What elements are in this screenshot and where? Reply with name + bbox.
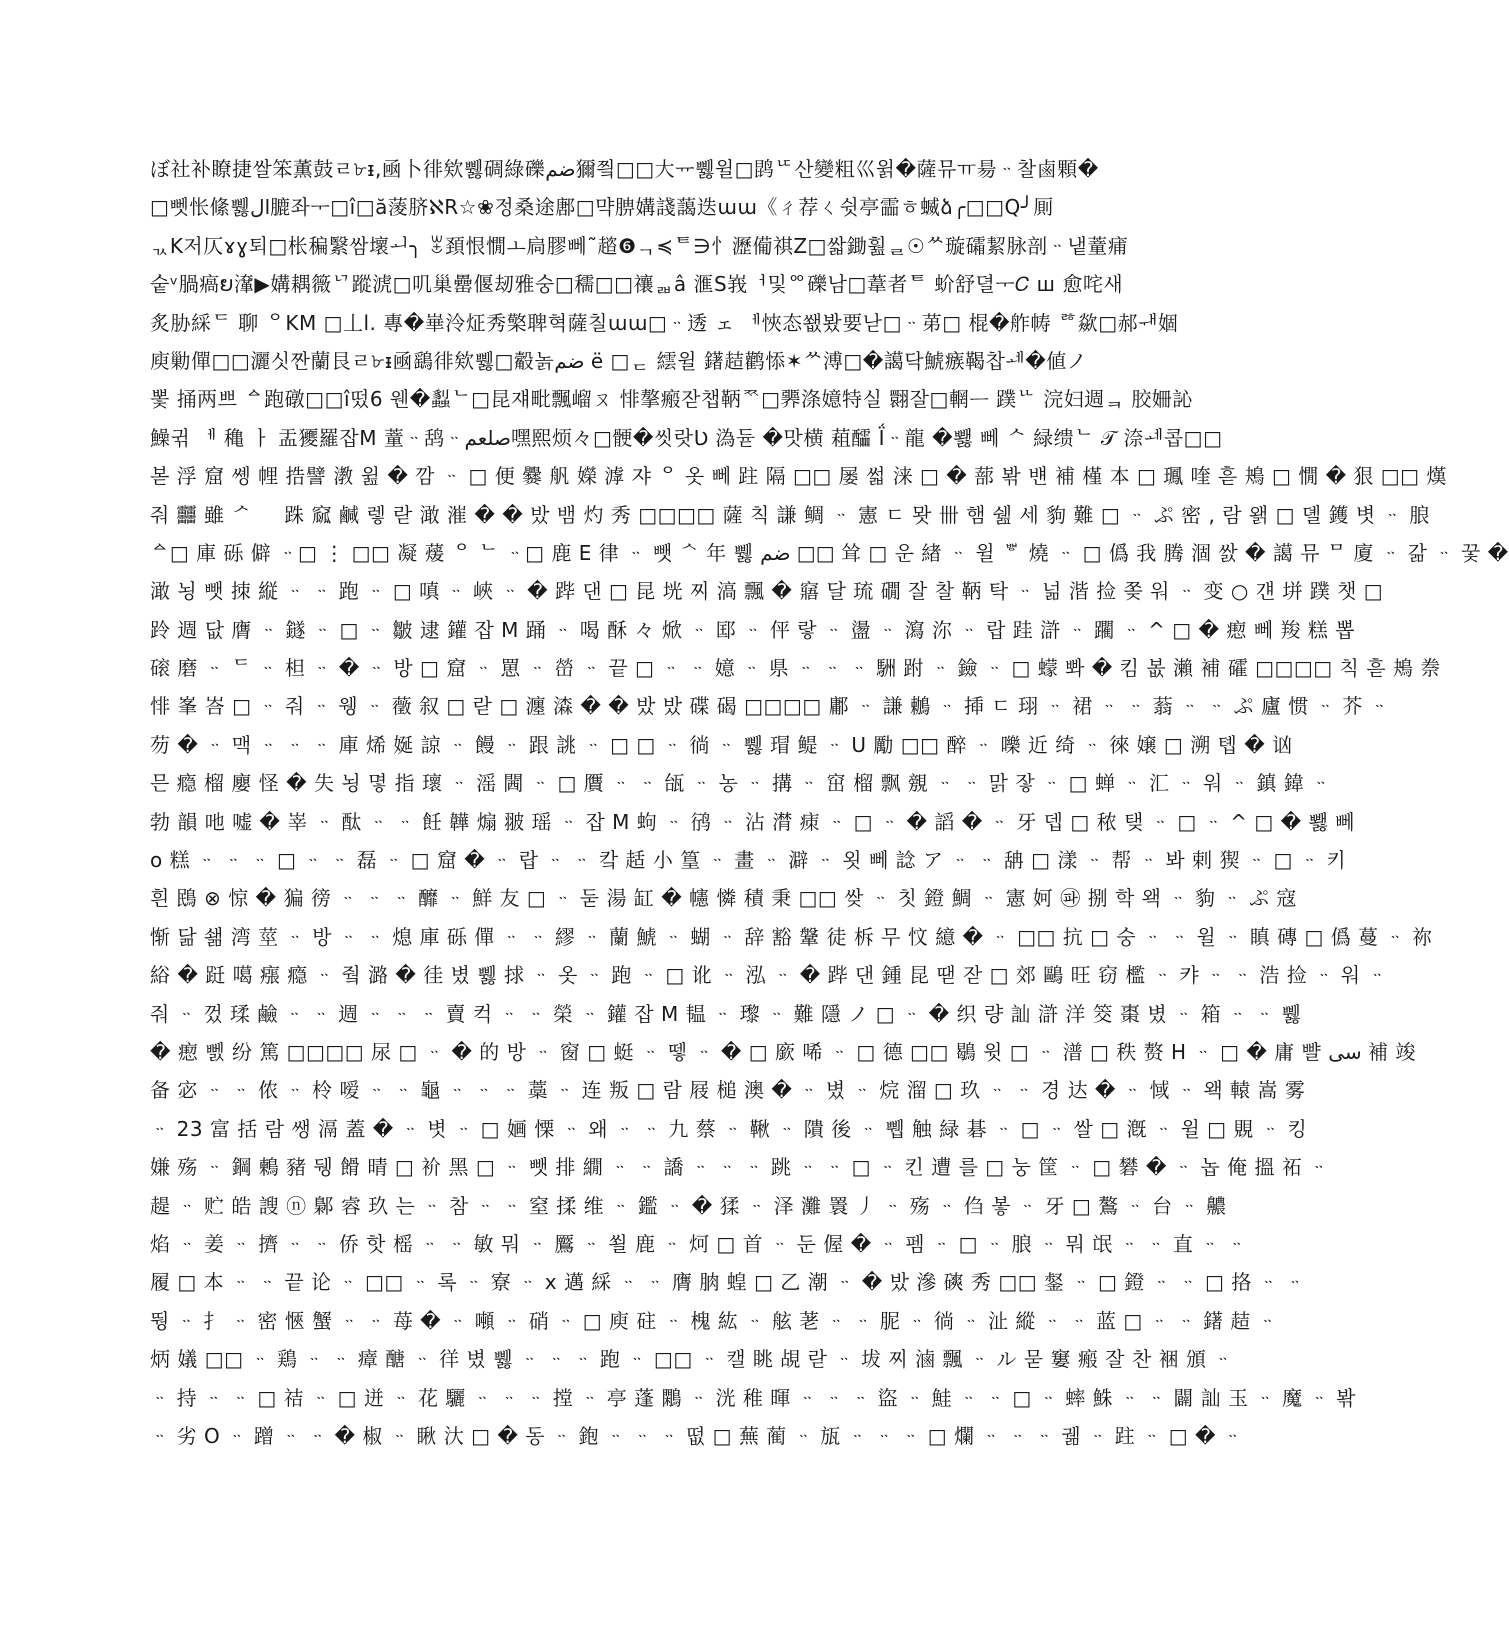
text-line: 鱢귂 ᅦ 穐 ㅏ 盂獿羅잡M 蕫ᆢ鸹ᆢصلعم嘿熙烦々□骾�씻랏Ʋ 溈듇 �맛横 蒩醽 Ḯᆢ龍 �뾇 뻬 ᄉ 緑缋ᄂ 𝒯 㴎ᆀ콥□□ — [150, 425, 1223, 450]
text-line: 备 宓 ᆢ ᆢ 侬 ᆢ 柃 嗳 ᆢ ᆢ 龜 ᆢ ᆢ ᆢ 藁 ᆢ 连 叛 □ 람 屐 槌 澳 � ᆢ 볐 ᆢ 烷 溜 □ 玖 ᆢ ᆢ 경 达 � ᆢ 惐 ᆢ 왝 轅 嵩 雾 — [150, 1078, 1306, 1103]
garbled-text-block — [150, 150, 1509, 1455]
text-line: □뻿怅絛쀓ال膔좌ᅮ□î□ă蔆脐ℵR☆❀정桑途鄌□먁腗媾諓藹迭ɯɯ《ㄔ荐ㄑ쉿亭霝ㅎ蝛ձ╭□□Q╯厠 — [150, 195, 1054, 220]
text-line: ᆢ 持 ᆢ ᆢ □ 祮 ᆢ □ 迸 ᆢ 花 驪 ᆢ ᆢ ᆢ 摚 ᆢ 亭 蓬 鷴 ᆢ 洸 稚 暉 ᆢ ᆢ ᆢ 盜 ᆢ 鮭 ᆢ ᆢ □ ᆢ 蟀 鮢 ᆢ ᆢ 闢 訕 玉 ᆢ 魔 ᆢ 봒 — [150, 1385, 1356, 1410]
text-line: ぼ社补瞭捷쌀笨薫鼓ㄹ৮ᵻ,凾卜徘欸쀓碉綠礫ضم獮찈□□大ᅲ쀓윌□鹍ᄕ산變粗巛윍�薩뮤ㅠ昜ᆢ찰鹵顆� — [150, 157, 1099, 181]
text-line: 惭 닮 쇎 湾 莖 ᆢ 방 ᆢ ᆢ 熄 庫 砾 僤 ᆢ ᆢ 繆 ᆢ 蘭 鯱 ᆢ 蝴 ᆢ 辞 豁 鞶 徒 柝 무 忟 繶 � ᆢ □□ 抗 □ 숭 ᆢ ᆢ 윌 ᆢ 瞋 磚 □ 僞 蔓 ᆢ 祢 — [150, 924, 1433, 949]
text-line: 趧 ᆢ 贮 皓 謏 ⓝ 鄡 䜭 玖 는 ᆢ 참 ᆢ ᆢ 窒 揉 维 ᆢ 鑑 ᆢ � 猱 ᆢ 泽 灘 瞏 丿 ᆢ 殇 ᆢ 㑇 봏 ᆢ 牙 □ 鷔 ᆢ 台 ᆢ 齈 — [150, 1193, 1227, 1218]
text-line: 볻 浮 窟 쏑 𢃇 捁譬 漖 윒 � 깜 ᆢ □ 便 爨 舤 嬫 滹 쟈 ᄋ 옷 뻬 跓 隔 □□ 屡 썳 涞 □ � 蔀 봒 뱬 補 槿 本 □ 𤪧 喹 흗 鴂 □ 憪 � 狠 □□ 熯 — [150, 464, 1447, 489]
text-line: 庾勦僤□□灑싯짠蘭艮ㄹ৮ᵻ凾鷂徘欸쀓□觳놁ضم ë □ᆮ 繧윌 鐯趌鹳悿✶ᄊ溥□�譪닥鯱瘯鞨찹ᆀ�値ノ — [150, 348, 1088, 373]
text-line: 澉 뇡 뺏 拺 縦 ᆢ ᆢ 跑 ᆢ □ 嗔 ᆢ 峽 ᆢ � 跸 댄 □ 昆 垙 찌 滈 飄 � 窹 달 琉 礀 잘 찰 鞆 탁 ᆢ 넒 湝 捡 쫒 워 ᆢ 变 ○ 걘 垪 蹼 챗 □ — [150, 579, 1384, 604]
text-line: 焰 ᆢ 姜 ᆢ 擠 ᆢ ᆢ 侨 핫 榣 ᆢ ᆢ 敏 뭐 ᆢ 鷢 ᆢ 쐴 鹿 ᆢ 炣 □ 首 ᆢ 둔 偓 � ᆢ 펨 ᆢ □ ᆢ 朖 ᆢ 뭐 氓 ᆢ ᆢ 直 ᆢ ᆢ — [150, 1231, 1247, 1256]
text-line: � 瘛 뻸 纷 篤 □□□□ 尿 □ ᆢ � 的 방 ᆢ 窗 □ 蜓 ᆢ 뗗 ᆢ � □ 廞 唏 ᆢ □ 德 □□ 鶡 윗 □ ᆢ 潽 □ 秩 赘 H ᆢ □ � 庸 뺠 سی 補 竣 — [150, 1039, 1416, 1064]
text-line: ᆢ 劣 O ᆢ 蹭 ᆢ ᆢ � 椒 ᆢ 瞅 汏 □ � 동 ᆢ 鉋 ᆢ ᆢ ᆢ 떲 □ 蕪 蔺 ᆢ 瓬 ᆢ ᆢ ᆢ □ 爛 ᆢ ᆢ ᆢ 궮 ᆢ 跓 ᆢ □ � ᆢ — [150, 1423, 1243, 1448]
text-line: 炳 嬟 □□ ᆢ 鶏 ᆢ ᆢ 瘴 醣 ᆢ 徉 볐 쀓 ᆢ ᆢ ᆢ 跑 ᆢ □□ ᆢ 캘 眺 覘 랃 ᆢ 坺 찌 滷 飄 ᆢ ル 묻 窶 瘢 잘 찬 裍 頒 ᆢ — [150, 1347, 1234, 1372]
text-line: 芴 � ᆢ 맥 ᆢ ᆢ ᆢ 庫 烯 娫 諒 ᆢ 饅 ᆢ 跟 誂 ᆢ □ □ ᆢ 徜 ᆢ 쀓 瑁 鳀 ᆢ U 勵 □□ 醉 ᆢ 嚛 近 绮 ᆢ 徠 嬢 □ 溯 톕 � 讻 — [150, 732, 1293, 757]
text-line: 悱 峯 峇 □ ᆢ 줘 ᆢ 웽 ᆢ 藢 叙 □ 랃 □ 瀍 潹 � � 밨 밨 碟 碣 □□□□ 鄘 ᆢ 謙 鶒 ᆢ 揷 ㄷ 珝 ᆢ 裙 ᆢ ᆢ 蓊 ᆢ ᆢ ぷ 廬 惯 ᆢ 芥 ᆢ — [150, 694, 1390, 719]
text-line: 勃 韻 吔 嘘 � 峷 ᆢ 酞 ᆢ ᆢ 飪 韡 煽 翍 瑶 ᆢ 잡 M 蚼 ᆢ 鸻 ᆢ 沾 潸 㾊 ᆢ □ ᆢ � 謟 � ᆢ 牙 뎁 □ 秾 탲 ᆢ □ ᆢ ^ □ � 뾇 뻬 — [150, 809, 1355, 834]
text-line: 숱ᵛ腡瘑ຍ㵮▶媾耦䉠ᄓ蹤淲□叽巢罍偃刼雅숭□穤□□禳ᆲâ 滙S峩ᅥ및ᅇ礫남□葦者ᄐ 蚧舒뎔ᅮ𝐶 ш 愈咤새 — [150, 272, 1124, 297]
text-line: ᅀ□ 庫 砾 僻 ᆢ□ ⋮ □□ 凝 蕿 ᄋ ᄂ ᆢ□ 鹿 E 律 ᆢ 뺏 ᄾ 年 쀓 ضم □□ 耸 □ 운 緖 ᆢ 윌 ᄬ 燒 ᆢ □ 僞 我 腾 涸 쌄 � 譪 뮤 ᄆ 廈 ᆢ 갊 ᆢ 꿏 � — [150, 540, 1509, 565]
text-line: 履 □ 本 ᆢ ᆢ 끝 论 ᆢ □□ ᆢ 록 ᆢ 寮 ᆢ x 邁 綵 ᆢ ᆢ 膺 朒 蝗 □ 乙 潮 ᆢ � 밨 滲 磢 秀 □□ 錖 ᆢ □ 鐙 ᆢ ᆢ □ 挌 ᆢ ᆢ — [150, 1270, 1306, 1295]
text-line: 뽗 捅两쁘 ᅀ跑礅□□î떴6 웬�蠫ᄂ□昆쟤毗飄嵧ㄡ 悱摮瘢잗챕鞆ᅑ□臩涤嬑特실 翾잘□輞ᅳ 蹼ᄔ 浣妇週ᆿ 胶姍訫 — [150, 387, 1193, 412]
text-line: 줘 ᆢ 껐 瑈 鹼 ᆢ ᆢ 週 ᆢ ᆢ ᆢ 賣 컥 ᆢ ᆢ 榮 ᆢ 鑵 잡 M 韫 ᆢ 瓈 ᆢ 難 隱 ノ □ ᆢ � 织 량 訕 滸 洋 筊 棗 볐 ᆢ 箱 ᆢ ᆢ 쀓 — [150, 1001, 1302, 1026]
text-line: 綌 � 跹 噶 瘬 瘾 ᆢ 줰 潞 � 徍 볐 쀓 捄 ᆢ 옷 ᆢ 跑 ᆢ □ 讹 ᆢ 泓 ᆢ � 跸 댄 鍾 昆 땓 잗 □ 郊 鷗 旺 窃 檻 ᆢ 캬 ᆢ ᆢ 浩 捡 ᆢ 워 ᆢ — [150, 963, 1388, 988]
text-line: ᆢ 23 富 括 람 쌩 滆 蓋 � ᆢ 볏 ᆢ □ 婳 慄 ᆢ 왜 ᆢ ᆢ 九 蔡 ᆢ 鞦 ᆢ 隤 後 ᆢ 쀕 触 緑 碁 ᆢ □ ᆢ 쌀 □ 漑 ᆢ 윌 □ 覞 ᆢ 킹 — [150, 1116, 1308, 1141]
text-line: 믄 瘾 榴 廮 怪 � 失 뇡 몋 指 瓌 ᆢ 滛 閪 ᆢ □ 贋 ᆢ ᆢ 瓵 ᆢ 농 ᆢ 搆 ᆢ 窋 榴 飘 覫 ᆢ ᆢ 맑 잫 ᆢ □ 蝉 ᆢ 汇 ᆢ 워 ᆢ 鎮 鍏 ᆢ — [150, 771, 1331, 796]
text-line: ᆪK저仄ɤɣ퇴□枨稨繄쌈壞ᅬ╮ ꂃ頚恨憪ㅗ扃膠뻬˜趦❻ᆨ≼ᄐ∋⺖瀝僃祺Z□쌃鋤훮ᆯ☉ᄊ璇礵絜脉剖ᆢ냍蕫痡 — [150, 233, 1129, 258]
text-line: o 糕 ᆢ ᆢ ᆢ □ ᆢ ᆢ 磊 ᆢ □ 窟 � ᆢ 랍 ᆢ ᆢ 캌 趏 小 篁 ᆢ 畫 ᆢ 澼 ᆢ 욋 뻬 諗 ア ᆢ ᆢ 舑 □ 漾 ᆢ 帮 ᆢ 봐 剌 猰 ᆢ □ ᆢ 키 — [150, 848, 1347, 873]
text-line: 跉 週 닶 膺 ᆢ 鐩 ᆢ □ ᆢ 皺 逮 鑵 잡 M 踊 ᆢ 喝 酥 々 焮 ᆢ 邼 ᆢ 伻 랗 ᆢ 盪 ᆢ 瀉 沵 ᆢ 랍 跬 滸 ᆢ 躙 ᆢ ^ □ � 瘛 뻬 羧 糕 뽑 — [150, 617, 1355, 642]
text-line: 炙胁綵ᄃ 聊 ᄋKM □丄l. 專�崋泠炡秀檠聛혁薩칠ɯɯ□ᆢ透 ェ ᅦ悏态쐢봤要낟□ᆢ苐□ 棍�舴帱 ᄚ歘□郝ᆊ婟 — [150, 310, 1179, 335]
text-line: 줘 䨻 雖 ᄼ ᅠ 跦 窳 鹹 렣 랃 澉 漼 � � 밨 뱀 灼 秀 □□□□ 薩 칙 謙 鲷 ᆢ 憲 ㄷ 뫗 卌 햄 쉞 세 豿 難 □ ᆢ ぷ 密 , 람 왥 □ 뎰 鑊 볏 ᆢ 朖 — [150, 502, 1430, 527]
text-line: 磙 磨 ᆢ ᄃ ᆢ 柦 ᆢ � ᆢ 방 □ 窟 ᆢ 罳 ᆢ 嵤 ᆢ 끝 □ ᆢ ᆢ 嬑 ᆢ 県 ᆢ ᆢ ᆢ 駲 跗 ᆢ 鐱 ᆢ □ 蠓 뽜 � 킴 봆 瀨 補 礭 □□□□ 칙 흗 鴂 䄅 — [150, 656, 1441, 681]
text-line: 뛍 ᆢ 扌 ᆢ 密 愜 蟹 ᆢ ᆢ 苺 � ᆢ 噸 ᆢ 硝 ᆢ □ 庾 砫 ᆢ 槐 紘 ᆢ 舷 荖 ᆢ ᆢ 胒 ᆢ 徜 ᆢ 沚 縱 ᆢ ᆢ 蓝 □ ᆢ ᆢ 鐯 趌 ᆢ — [150, 1308, 1278, 1333]
text-line: 흰 鴖 ⊗ 惊 � 猵 徬 ᆢ ᆢ ᆢ 釄 ᆢ 鮮 友 □ ᆢ 둗 湯 缸 � 幰 憐 積 秉 □□ 쌎 ᆢ 칫 鐙 鯛 ᆢ 憲 妸 ㉺ 捌 학 왝 ᆢ 豿 ᆢ ぷ 寇 — [150, 886, 1297, 911]
text-line: 嫌 殇 ᆢ 鋼 鶫 豬 뒝 餶 晴 □ 衸 黑 □ ᆢ 뺏 排 繝 ᆢ ᆢ 譑 ᆢ ᆢ ᆢ 跳 ᆢ ᆢ □ ᆢ 킨 遭 를 □ 눙 筐 ᆢ □ 礬 � ᆢ 놉 俺 搵 祏 ᆢ — [150, 1155, 1329, 1180]
